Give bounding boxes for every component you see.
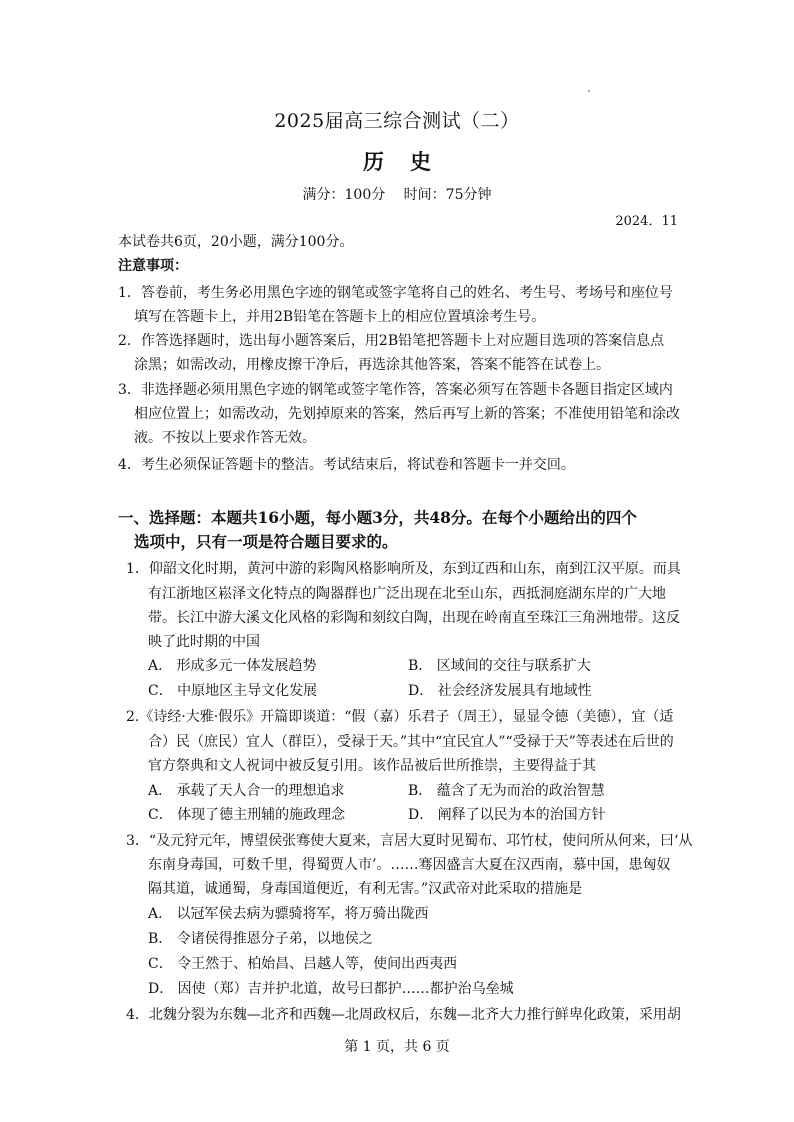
note-3-line-3: 液。不按以上要求作答无效。 bbox=[134, 430, 316, 446]
q1-stem-line-3: 带。长江中游大溪文化风格的彩陶和刻纹白陶，出现在岭南直至珠江三角洲地带。这反 bbox=[148, 610, 680, 626]
q4-stem-line-1: 4．北魏分裂为东魏—北齐和西魏—北周政权后，东魏—北齐大力推行鲜卑化政策，采用胡 bbox=[126, 1007, 681, 1023]
q1-option-a: A． 形成多元一体发展趋势 bbox=[148, 658, 317, 674]
q2-option-c: C． 体现了德主刑辅的施政理念 bbox=[148, 807, 346, 823]
exam-title: 2025届高三综合测试（二） bbox=[274, 110, 520, 132]
q3-option-b: B． 令诸侯得推恩分子弟，以地侯之 bbox=[148, 931, 373, 947]
note-3-line-1: 3．非选择题必须用黑色字迹的钢笔或签字笔作答，答案必须写在答题卡各题目指定区域内 bbox=[118, 382, 673, 398]
page-footer: 第 1 页，共 6 页 bbox=[344, 1039, 450, 1055]
note-1-line-2: 填写在答题卡上，并用2B铅笔在答题卡上的相应位置填涂考生号。 bbox=[134, 309, 546, 325]
score-time-line: 满分：100分 时间：75分钟 bbox=[302, 187, 492, 203]
q1-stem-line-1: 1．仰韶文化时期，黄河中游的彩陶风格影响所及，东到辽西和山东，南到江汉平原。而具 bbox=[126, 561, 681, 577]
section-1-heading-line-1: 一、选择题：本题共16小题，每小题3分，共48分。在每个小题给出的四个 bbox=[118, 508, 637, 527]
q1-option-d: D． 社会经济发展具有地域性 bbox=[408, 683, 592, 699]
q2-stem-line-2: 合）民（庶民）宜人（群臣），受禄于天。”其中“宜民宜人”“受禄于天”等表述在后世的 bbox=[148, 734, 674, 750]
q3-stem-line-2: 东南身毒国，可数千里，得蜀贾人市’。……骞因盛言大夏在汉西南，慕中国，患匈奴 bbox=[148, 857, 671, 873]
q1-option-b: B． 区域间的交往与联系扩大 bbox=[408, 658, 591, 674]
q2-option-d: D． 阐释了以民为本的治国方针 bbox=[408, 807, 606, 823]
q1-option-c: C． 中原地区主导文化发展 bbox=[148, 683, 318, 699]
note-3-line-2: 相应位置上；如需改动，先划掉原来的答案，然后再写上新的答案；不准使用铅笔和涂改 bbox=[134, 406, 680, 422]
q3-option-c: C． 令王然于、柏始昌、吕越人等，使间出西夷西 bbox=[148, 956, 458, 972]
scan-dot bbox=[588, 90, 590, 92]
exam-date: 2024．11 bbox=[615, 214, 678, 229]
section-1-heading-line-2: 选项中，只有一项是符合题目要求的。 bbox=[134, 532, 398, 551]
note-2-line-2: 涂黑；如需改动，用橡皮擦干净后，再选涂其他答案，答案不能答在试卷上。 bbox=[134, 357, 610, 373]
q1-stem-line-2: 有江浙地区崧泽文化特点的陶器群也广泛出现在北至山东，西抵洞庭湖东岸的广大地 bbox=[148, 586, 666, 602]
intro-text: 本试卷共6页，20小题，满分100分。 bbox=[118, 234, 354, 250]
q2-option-a: A． 承载了天人合一的理想追求 bbox=[148, 783, 345, 799]
subject-title: 历史 bbox=[363, 149, 457, 174]
note-2-line-1: 2．作答选择题时，选出每小题答案后，用2B铅笔把答题卡上对应题目选项的答案信息点 bbox=[118, 333, 665, 349]
q2-stem-line-1: 2.《诗经·大雅·假乐》开篇即谈道：“假（嘉）乐君子（周王），显显令德（美德），宜（适 bbox=[126, 709, 674, 725]
q3-stem-line-3: 隔其道，诚通蜀，身毒国道便近，有利无害。”汉武帝对此采取的措施是 bbox=[148, 881, 583, 897]
q3-stem-line-1: 3．“及元狩元年，博望侯张骞使大夏来，言居大夏时见蜀布、邛竹杖，使问所从何来，曰‘从 bbox=[126, 833, 693, 849]
q2-stem-line-3: 官方祭典和文人祝词中被反复引用。该作品被后世所推崇，主要得益于其 bbox=[148, 758, 596, 774]
note-4-line-1: 4．考生必须保证答题卡的整洁。考试结束后，将试卷和答题卡一并交回。 bbox=[118, 457, 575, 473]
q2-option-b: B． 蕴含了无为而治的政治智慧 bbox=[408, 783, 605, 799]
notes-heading: 注意事项： bbox=[118, 258, 188, 274]
q3-option-a: A． 以冠军侯去病为骠骑将军，将万骑出陇西 bbox=[148, 906, 429, 922]
q3-option-d: D． 因使（郑）吉并护北道，故号曰都护……都护治乌垒城 bbox=[148, 981, 514, 997]
note-1-line-1: 1．答卷前，考生务必用黑色字迹的钢笔或签字笔将自己的姓名、考生号、考场号和座位号 bbox=[118, 285, 673, 301]
q1-stem-line-4: 映了此时期的中国 bbox=[148, 634, 260, 650]
